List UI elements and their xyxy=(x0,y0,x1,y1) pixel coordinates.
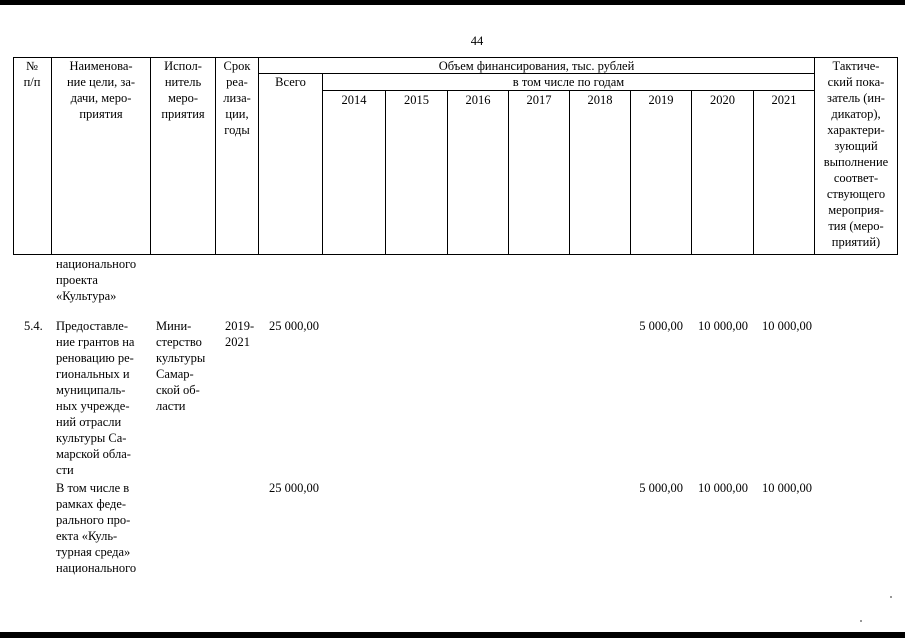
header-number: № п/п xyxy=(23,59,41,89)
header-year: 2020 xyxy=(710,93,735,107)
header-year: 2019 xyxy=(648,93,674,107)
vline xyxy=(447,90,448,255)
scan-speck xyxy=(860,620,862,622)
subrow-2020: 10 000,00 xyxy=(698,481,748,495)
row-2020: 10 000,00 xyxy=(698,319,748,333)
vline xyxy=(630,90,631,255)
top-border xyxy=(0,0,905,5)
header-funding-title: Объем финансирования, тыс. рублей xyxy=(438,59,635,73)
continuation-text: национального проекта «Культура» xyxy=(56,257,137,303)
vline xyxy=(508,90,509,255)
vline xyxy=(897,57,898,255)
row-number: 5.4. xyxy=(24,319,43,333)
row-name: Предоставле- ние грантов на реновацию ре- гиональных и муниципаль- ных учрежде- ний отрасли культуры Са- марской обла- сти xyxy=(56,319,135,477)
subrow-2021: 10 000,00 xyxy=(762,481,812,495)
vline xyxy=(753,90,754,255)
vline xyxy=(385,90,386,255)
page-number: 44 xyxy=(470,34,484,48)
header-term: Срок реа- лиза- ции, годы xyxy=(223,59,251,137)
header-by-years: в том числе по годам xyxy=(512,75,625,89)
row-executor: Мини- стерство культуры Самар- ской об- ласти xyxy=(156,319,206,413)
header-year: 2021 xyxy=(771,93,797,107)
bottom-border xyxy=(0,632,905,638)
row-total: 25 000,00 xyxy=(269,319,319,333)
header-bottom-line xyxy=(13,254,898,255)
vline xyxy=(691,90,692,255)
header-executor: Испол- нитель меро- приятия xyxy=(161,59,205,121)
header-year: 2014 xyxy=(341,93,367,107)
header-year: 2016 xyxy=(465,93,491,107)
vline xyxy=(569,90,570,255)
scan-speck xyxy=(890,596,892,598)
header-year: 2015 xyxy=(404,93,429,107)
header-year: 2017 xyxy=(526,93,552,107)
subrow-name: В том числе в рамках феде- рального про- екта «Куль- турная среда» национального xyxy=(56,481,137,575)
header-total: Всего xyxy=(275,75,306,89)
row-2021: 10 000,00 xyxy=(762,319,812,333)
header-name: Наименова- ние цели, за- дачи, меро- приятия xyxy=(66,59,136,121)
header-year: 2018 xyxy=(587,93,613,107)
years-line xyxy=(322,90,814,91)
subrow-2019: 5 000,00 xyxy=(639,481,683,495)
subrow-total: 25 000,00 xyxy=(269,481,319,495)
row-term: 2019- 2021 xyxy=(225,319,255,349)
row-2019: 5 000,00 xyxy=(639,319,683,333)
header-indicator: Тактиче- ский пока- затель (ин- дикатор), характери- зующий выполнение соответ- ствующего мероприя- тия (меро- приятий) xyxy=(823,59,889,249)
